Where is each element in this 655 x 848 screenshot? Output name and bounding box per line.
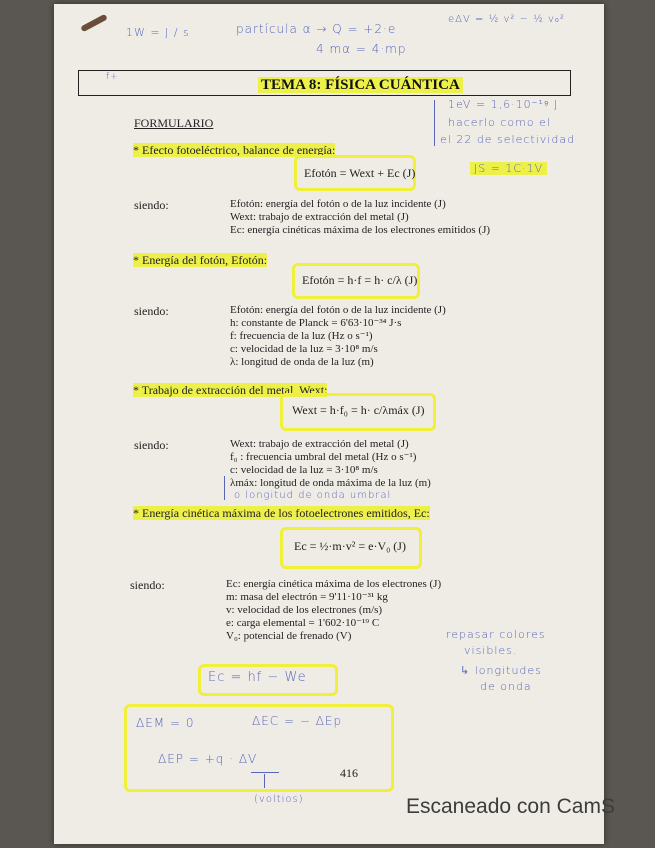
note-ev-3: el 22 de selectividad [440,133,576,146]
section-3-siendo: siendo: [134,438,169,452]
page-number: 416 [340,766,358,780]
section-4-siendo: siendo: [130,578,165,592]
note-margin-mark: f+ [106,72,119,82]
note-particle-1: partícula α → Q = +2·e [236,22,397,36]
scan-watermark: Escaneado con CamS [406,795,615,818]
section-2-def-3: f: frecuencia de la luz (Hz o s⁻¹) [230,330,373,342]
note-ec-box: Ec = hf − We [208,670,307,685]
section-4-def-2: m: masa del electrón = 9'11·10⁻³¹ kg [226,591,388,603]
section-3-heading: * Trabajo de extracción del metal, Wext: [133,383,328,397]
note-repasar-3: ↳ longitudes [460,664,542,677]
note-voltios: (voltios) [254,794,304,805]
underline-mark [251,772,279,773]
section-4-formula: Ec = ½·m·v² = e·V₀ (J) [294,539,406,553]
note-repasar-2: visibles. [464,644,518,657]
note-particle-2: 4 mα = 4·mp [316,42,407,56]
section-1-formula: Efotón = Wext + Ec (J) [304,166,416,180]
section-2-siendo: siendo: [134,304,169,318]
note-repasar-1: repasar colores [446,628,546,641]
note-bracket [434,100,438,146]
section-1-def-3: Ec: energía cinéticas máxima de los electrones emitidos (J) [230,224,491,236]
section-1-def-2: Wext: trabajo de extracción del metal (J) [230,211,409,223]
section-2-formula: Efotón = h·f = h· c/λ (J) [302,273,418,287]
section-2-def-5: λ: longitud de onda de la luz (m) [230,356,374,368]
section-4-def-3: v: velocidad de los electrones (m/s) [226,604,383,616]
section-3-def-2: f₀ : frecuencia umbral del metal (Hz o s⁻¹) [230,451,417,463]
section-4-def-5: V₀: potencial de frenado (V) [226,630,352,642]
section-1-heading: * Efecto fotoeléctrico, balance de energía: [133,143,336,157]
note-ev-2: hacerlo como el [448,116,551,129]
arrow-mark [264,774,265,788]
title-wrap [258,76,463,94]
note-watt: 1W = J / s [126,26,190,39]
section-4-heading: * Energía cinética máxima de los fotoelectrones emitidos, Ec: [133,506,430,520]
note-repasar-4: de onda [480,680,532,693]
note-ev-1: 1eV = 1,6·10⁻¹⁹ J [448,98,559,111]
section-2-def-2: h: constante de Planck = 6'63·10⁻³⁴ J·s [230,317,402,329]
section-3-def-1: Wext: trabajo de extracción del metal (J) [230,438,409,450]
section-3-def-4: λmáx: longitud de onda máxima de la luz (m) [230,477,431,489]
page-title: TEMA 8: FÍSICA CUÁNTICA [258,77,463,93]
note-top-right: eΔV = ½ v² − ½ v₀² [448,14,565,25]
section-4-def-1: Ec: energía cinética máxima de los electrones (J) [226,578,442,590]
note-delta-em: ΔEM = 0 [136,716,195,730]
section-1-siendo: siendo: [134,198,169,212]
note-delta-ep: ΔEP = +q · ΔV [158,752,258,766]
section-1-def-1: Efotón: energía del fotón o de la luz incidente (J) [230,198,446,210]
note-lambda-umbral: o longitud de onda umbral [234,490,392,501]
section-3-formula: Wext = h·f₀ = h· c/λmáx (J) [292,403,425,417]
note-delta-ec: ΔEC = − ΔEp [252,714,343,728]
section-2-def-4: c: velocidad de la luz = 3·10⁸ m/s [230,343,378,355]
note-js: JS = 1C·1V [470,162,547,175]
section-4-def-4: e: carga elemental = 1'602·10⁻¹⁹ C [226,617,380,629]
section-2-heading: * Energía del fotón, Efotón: [133,253,268,267]
section-3-def-3: c: velocidad de la luz = 3·10⁸ m/s [230,464,378,476]
section-2-def-1: Efotón: energía del fotón o de la luz incidente (J) [230,304,446,316]
formulario-label: FORMULARIO [134,116,214,130]
